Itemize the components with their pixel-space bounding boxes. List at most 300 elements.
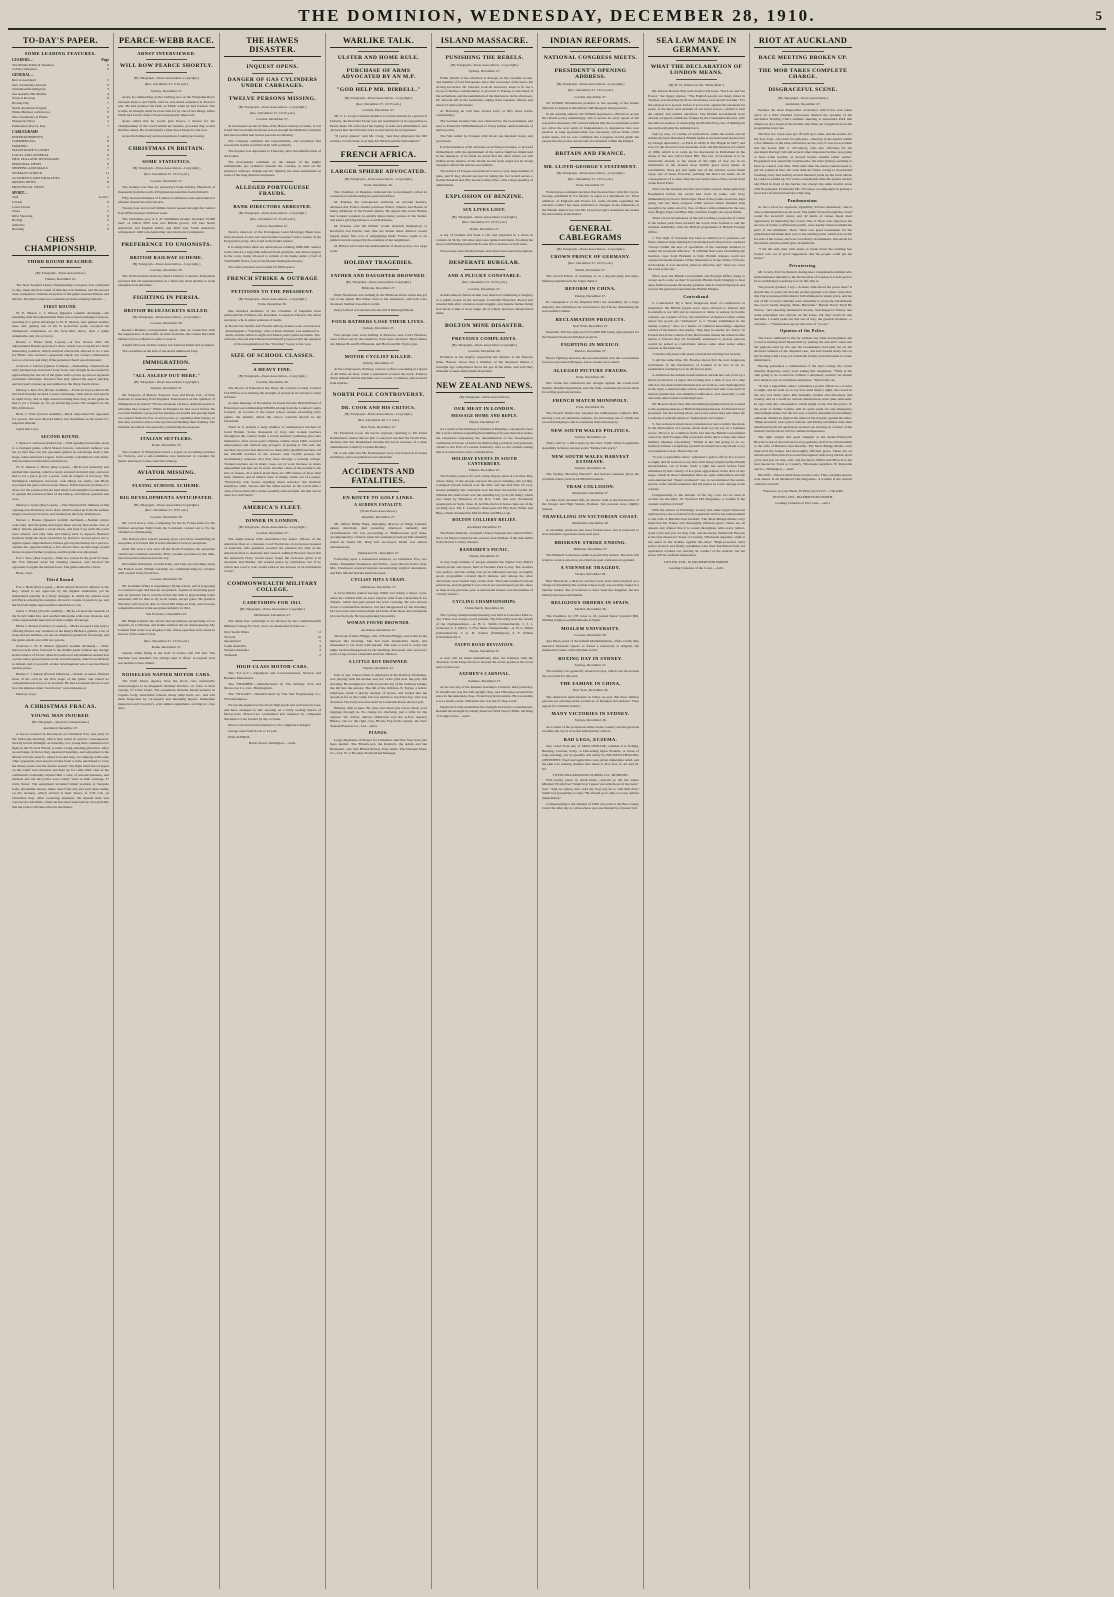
- divider-rule: [252, 501, 293, 502]
- contents-entry-page: 6 and 7: [98, 195, 109, 200]
- dateline: London, December 26.: [256, 379, 289, 384]
- sub-headline-minor: ARNST INTERVIEWED.: [137, 51, 196, 57]
- article-paragraph: Full twenty years, in small instit.—Untold ye tell me where Minister I'll am liver? Small boy: I guess 'ere at the hotel of the beau." Just: "And, he glares, how sold my boy) say he to visit him may? Small boy (preparing to run): "He should go to aim a or sore, deliver immediately.": [542, 777, 639, 800]
- sub-headline-minor: HIGH-CLASS MOTOR-CARS.: [236, 664, 309, 670]
- sub-headline: AVIATOR MISSING.: [137, 470, 196, 477]
- article-paragraph: Five people who were bathing at Moscow, near Carl's Harbour, were carried out by the undertow. Four were drowned. Their names are: Misses H. and B. M'Kenzie, and Hard; and Mr. Taylor, jun.: [330, 332, 427, 346]
- divider-rule: [146, 59, 187, 60]
- sub-headline-minor: RELIGIOUS ORDERS IN SPAIN.: [551, 600, 630, 606]
- dateline: San Francisco, December 23.: [145, 612, 188, 617]
- article-paragraph: Mrs. Paine has withdrawn her charges against the Cluni-court dealers, Dunthe Neglaletpiz, best the Stale continues the prosecution for selling spurious pictures.: [542, 381, 639, 395]
- sub-headline: PURCHASE OF ARMS ADVOCATED BY AN M.P.: [341, 68, 416, 81]
- story-subhead: TAUPO ROAD DEVIATION.: [454, 641, 515, 647]
- contents-entry-page: 6: [107, 152, 109, 157]
- sub-headline-minor: PETITIONS TO THE PRESIDENT.: [231, 289, 314, 295]
- story-subhead: BOLTON COLLIERY RELIEF.: [452, 517, 517, 523]
- sub-headline-minor: SOME LEADING FEATURES.: [24, 51, 97, 57]
- article-paragraph: Arnst, in commenting on the sculling race on the Wanganui River between Pearce and Webb, said he was much surprised at Pearce's win. He had planned his faith on Webb when he had backed. The sculler, he thought, must be overcome for by one of two things, either Webb had lost his dash or Pearce had greatly improved.: [118, 95, 215, 118]
- byline: (By Telegraph—Press Association—Copyright.): [238, 104, 307, 109]
- divider-rule: [252, 285, 293, 286]
- article-paragraph: A fight followed, and the cruiser lost fourteen killed and wounded.: [122, 342, 215, 347]
- contents-entry-label: South Australia: [224, 643, 246, 648]
- article-paragraph: Beck, a bye.: [16, 570, 34, 575]
- article-paragraph: That was the moment that the real trouble started. Julius pulled up Prophesied before his recent had cross in ranks, and Grey immediately lay had to find longer. Most of the ponies, however, kept going, but two more stopped, while several others finished long enough to be quite out of it. Two of those cobbs remained in the race were Happy Topic and Blue Vale, and they fought out a great finish.: [648, 187, 745, 215]
- divider-rule: [570, 64, 611, 65]
- dateline: Vienna, December 26.: [574, 572, 607, 577]
- sub-headline: AMERICA'S FLEET.: [242, 504, 303, 511]
- dateline: Madrid, December 26.: [574, 607, 607, 612]
- article-paragraph: There are inconveniences of the extraordinary proposals of which is the inches such lines invaded the world wide formed to sail the German Admiralty with the British programme of British Foreign Office.: [648, 216, 745, 234]
- sub-headline-minor: THE FAMINE IN CHINA.: [559, 681, 621, 687]
- divider-rule: [464, 256, 505, 257]
- article-paragraph: The holiday passed off well, being largely spent at Caroline Bay, where many of the people enjoyed the good camping and cycling. Campbell (North Island) won the mile and the half mile fat race, Gorner jumping also. Gillespie won the most successful cyclist. M. Wikinis the chief event was the standing log cycle (20 mile), which was taken by Patterson of the N.Z. Club, and was. Yeomanns steeplejack, in Swin, State. D. Griffin, the local horse came out of the exciting race. Mr. L. Lindsay's three-year-old filly Red, Wishs and Blue, which obtained the Timaru Plate and Blue, Cup.: [436, 474, 533, 515]
- divider-rule: [146, 155, 187, 156]
- dateline: Mexico, December 27.: [574, 349, 607, 354]
- article-paragraph: At the inquest on the victims of the Hawes railway accident, it was stated that ten deaths had been traced, though the Midland Company had been notified that twelve persons are missing.: [224, 123, 321, 137]
- article-paragraph: As a result of the meeting of farmers at Hastings, convened to hear Mr. Lovat's address regarding the handling of frozen meat in London, the resolution expressing the determination of the investigation committee in favour of better facilities being provided, was yesterday cabled to the Earl of London Authority, who to-day replied stating that it would receive every consideration.: [436, 426, 533, 454]
- story-subhead: PIANOS.: [369, 730, 388, 736]
- byline: (By Telegraph—Press Association Copyright.): [133, 380, 200, 385]
- divider-rule: [252, 577, 293, 578]
- article-paragraph: The Builders' Labourers strike is practically settled. The men will return to work to-morrow, provided an open conference is granted.: [542, 553, 639, 562]
- article-paragraph: The Siar sailed for Ponape with about one hundred troops and provisions.: [436, 134, 533, 143]
- article-paragraph: Grierson v. W. E. Mason (Queen's Gambit declined).— Well-known tracks were followed to the middle game without any change in the balance of forces. Mason's position at adjournment seemed less a pawn with a passed pawn on the seventh square, which was difficult to defend, and it soon fell. A later development was to secure Mason another pawn.: [12, 643, 109, 671]
- sub-headline-minor: MOTOR CYCLIST KILLED.: [344, 353, 413, 359]
- article-paragraph: Dr. Frederick Cook, the Arctic explorer, referring to Mr. Knud Rasmussen's denial that he (Dr. Cook) had reached the North Pole, declares that Mr. Rasmussen became his escort because of a male administered to him by Captain Bradley.: [330, 431, 427, 449]
- byline: (By Telegraph—Press Association—Copyright.): [344, 412, 413, 417]
- article-paragraph: The protest granted, I say—A mass. Talk about the peace here? It should like to point out that the protest granted was under objection, that I have repressed this district in Parliament for many years, and the rest of Mr. Lowry's remarks were inaudible to everyone but himself, the crowd loudly singing "Rule, Britannia." Britain Never Shall Be Slaves," and shouting themselves hoarse. Sub-Inspector Emery and some policemen saw arrived on the scene, but they could be one machine. I would point out that out of way, the greatest moment—a vexation—" Tremendous uproar and cries of "Go on.": [754, 285, 852, 326]
- article-paragraph: The "STUART"—Manufactured by The Star Engineering Co., Wolverhampton.: [224, 692, 321, 701]
- article-paragraph: Ethel Nicholson was bathing in the Brisbane River when she got out of her depth. Her father went to her assistance, and both were drowned. Neither was able to swim.: [330, 292, 427, 306]
- contents-entry-page: 5: [107, 78, 109, 83]
- story-subhead: CYCLING CHAMPIONSHIPS.: [452, 598, 517, 604]
- contents-entry[interactable]: [12, 124, 109, 129]
- article-paragraph: Sir William Wedderburn presided at the opening of the Indian National Congress at Allahabad, 568 delegates being present.: [542, 101, 639, 110]
- contents-entry-label: PROVINCIAL NEWS: [12, 184, 44, 189]
- article-paragraph: President Taft has approved of £4,000,000 being appropriated for the Western States reclamation projects.: [542, 330, 639, 339]
- article-paragraph: The weather was fine for yesterday's bank holiday. Hundreds of thousands from the north of England attended the football match.: [118, 184, 215, 194]
- dateline: (Rec. December 27, 10.55 p.m.): [568, 261, 613, 266]
- divider-rule: [252, 660, 293, 661]
- divider-rule: [146, 72, 187, 73]
- article-paragraph: The newspapers comment on the danger of the highly inflammable gas cylinders beneath the coaches, as used on the principal railways, though electric lighting has been substituted on some of the long-distance expresses.: [224, 159, 321, 178]
- byline: (By H. W. Wilson, in the "Daily Mail."): [668, 83, 725, 88]
- article-paragraph: Paul of age, whose father is employed at the Railway Workshop, was playing with his mother and two older girls near the jetty this morning. He attempted to walk across the log of the tramway bridge, but fell into the estuary. The fall of the children, E. Taylor, a fellow employee, made a plucky attempt of rescue, and waded into the stream as far as she could, but was unable to reach the boy, who was drowned. The body was recovered by Constable Kerse about 2 p.m.: [330, 672, 427, 704]
- sub-headline-minor: DINNER IN LONDON.: [245, 517, 300, 523]
- advert-tagline: DUSTIN, LTD., 81 PALMERSTON NORTH.: [664, 559, 729, 564]
- contents-entry-label: MAGISTRATE'S COURT: [12, 148, 50, 153]
- section-headline: THE HAWES DISASTER.: [224, 36, 321, 57]
- section-headline: PEARCE-WEBB RACE.: [118, 36, 215, 48]
- news-column: [114, 33, 220, 1589]
- contents-entry-page: 11: [105, 170, 109, 175]
- sub-headline: RACE MEETING BROKEN UP.: [758, 55, 848, 62]
- article-paragraph: The "HUMBER"—Manufactured by The Wolsley Tool and Motor-Car Co., Ltd., Birmingham.: [224, 681, 321, 691]
- section-headline: GENERAL CABLEGRAMS: [542, 224, 639, 245]
- dateline: Oakluna, December 27.: [467, 678, 502, 683]
- dateline: Napier, December 27.: [363, 666, 394, 671]
- article-paragraph: Mr. Hugh Latham, the aviator and sportsman, aeroplaning at Los Angeles, in California, and flanks while in the air. Subsequently, Mr. Latham flied at the Los Angeles Club, where speeches were made in honour of the aviator's feat.: [118, 618, 215, 637]
- article-paragraph: Grierson v. Davies (Queen Counter).—Interesting complications early intrigued up Grierson's bone front, and, though he succeeded in approaching the use all of the game with a pawn up and an apparent positional advantage, Davies's fine play altered the aspect quickly, and last year's runner-up succumbed on the thirty-fourth move.: [12, 363, 109, 386]
- sub-headline-minor: MR. LLOYD-GEORGE'S STATEMENT.: [543, 163, 638, 169]
- article-paragraph: A cable message of November 24 stated that the British Board of Education was withholding £68,000 arising from the London County Council, on account of the board school classes exceeding sixty pupils, the number which the school councils should be the maximum.: [224, 401, 321, 424]
- sub-headline: EXPLOSION OF BENZINE.: [445, 194, 524, 201]
- article-paragraph: The casualties on the side of the Arabs numbered forty.: [122, 348, 199, 353]
- dateline: London, December 27.: [574, 94, 607, 99]
- article-paragraph: The North-Eastern Railway Men's District Council's Federation resolved that all organised men on a fixed day shall decline to work alongside non-unionists.: [118, 274, 215, 288]
- divider-rule: [570, 160, 611, 161]
- byline: (By Telegraph—Press Association—Copyright.): [344, 177, 413, 182]
- contents-entry-label: Rifle Shooting: [12, 213, 33, 218]
- sub-headline: NORTH POLE CONTROVERSY.: [332, 392, 425, 399]
- sub-headline-minor: YOUNG MAN INJURED.: [30, 712, 91, 718]
- article-paragraph: There is at present a large number of unemployed teachers in Great Britain. Some thousands of boys and women teachers throughout the country begin a recent teachers' gathering gave that themselves, after seven years' training costing about £900, received employment and without any prospect of getting it. The evil, the teachers say, is not that there are too many fully qualified teachers. Of the 160,000 teachers in the schools only 51,000 possess the documentary evidence that they have through a training college. Trained teachers are in many cases out of work because so many unqualified teachers are in work. Another cause of the trouble is the size of classes. In London alone there are 208 classes of more than sixty children, and in similar state of things obtain out of London. "Everybody who leaves anything about schools," the teachers' manifesto adds, "knows that the allied teacher in the world with a class of more than sixty cannot possibly educate them. All that can be done is to drill them.": [224, 425, 321, 498]
- contents-entry-label: Turf: [12, 195, 19, 200]
- sub-headline-minor: NOISELESS NAPIER MOTOR CARS.: [121, 672, 212, 678]
- article-paragraph: "It was a regrettable other," remarked a police officer in a scooter to-night, and he went on to say that, until many's night and the British newsfarmless out of hand. Such a right has never before been submitted by this country. It is a great aggravation of the laws of any eager, which in those Gentlemen must are quite undreamed. and the even-unexpected "fluent professed" was in reconsidered the steam-service order and his unjustice and his justice in a sole outrage at the country.: [648, 455, 745, 491]
- article-paragraph: Dr. Cook adds that Mr. Rasmussen's story was based on fictional testimony, and was gathered at second-hand.: [330, 450, 427, 460]
- dateline: Sydney, December 27.: [468, 69, 501, 74]
- contents-entry-page: 2: [107, 134, 109, 139]
- dateline: Sydney, December 27.: [150, 88, 183, 93]
- news-column: [326, 33, 432, 1589]
- byline: (By Telegraph—Press Association Copyright.): [451, 214, 518, 219]
- article-paragraph: The first two races were got off well up to time, and the starters for the Troy Cup—six event for gallopers—lined up at the barrier within a few minutes of the time advertised on the card. It was soon evident that the starter (Mr. C. O'Connor), who also officiates for the Auckland Racing Club and several other important bodies, was going to have some trouble, as several horses seemed rather restive. Prophesied was especially troublesome, his rider (Julius) seeming to have no control over him. Time after time the starter endeavoured to get the ponies in line, but each time he failed, owing to Prophesied breaking away and bolting several hundred yards up the track before he could be pulled up. For some considerable time the ponies backed and filled in front of the barrier, but always the same trouble arose with Prophesied. Eventually Mr. O'Connor accompanied in getting a level start off the field and the white flag.: [754, 132, 852, 196]
- sub-headline: DESPERATE BURGLAR.: [448, 260, 521, 267]
- dateline: London, December 26.: [150, 321, 183, 326]
- sub-headline-minor: OUR MEAT IN LONDON.: [453, 406, 516, 412]
- dateline: Brisbane, December 27.: [361, 286, 396, 291]
- news-column: [750, 33, 856, 1589]
- contents-entry-label: Sea Assaults His Mother: [12, 91, 47, 96]
- divider-rule: [146, 356, 187, 357]
- article-paragraph: "It was a regrettable other," remarked a police officer in a scooter to-night, and he went on to say that, until many's night, the crowd in the city was fairly quiet. But naturally restless and disorderly and orderly, and as a result no serious disturbances were quite unlooked. In caps with any consequence which might occur, but the police, in the event of further trouble, will be quite ready for any emergency which might ensue, but the riot was a wholly unequalled and unlikely outbreak. Should be right at the outlet of the trouble, against the other: "High-powered; extra police arrived, and finally resembles were then distributed from old appliances worked out, leaving on conduct of the interest; but the move will be confined temperance.: [754, 383, 852, 434]
- divider-rule: [146, 291, 187, 292]
- contents-entry-page: 6: [107, 62, 109, 67]
- sub-headline-minor: CADETSHIPS FOR 1911.: [242, 599, 303, 605]
- contents-entry-label: NEW ZEALAND TELEGRAMS: [12, 157, 60, 162]
- article-paragraph: Gyles v. Hicks (Scotch Gambit).—Hicks escaped the hazards of the Scotch blind fire, and reached mid-game with even chances, and at the adjournment here had secured a slight advantage.: [12, 608, 109, 623]
- dateline: Lisbon, December 27.: [256, 223, 289, 228]
- divider-rule: [252, 272, 293, 273]
- divider-rule: [464, 332, 505, 333]
- dateline: Auckland, December 27.: [43, 725, 78, 730]
- article-paragraph: W. E. Mason v. Hicks (Ruy Lopez).—Hicks led evidently and studied this opening, which is rarely adopted in match play, and soon had to let a piece go for a pawn, with an exigent of recovery. The Wellington champion, however, took things too easily, and Hicks recovered his piece and an even chance. Hicks had fair promise of a draw, but the position did not lend itself to the knight's eccentricities, so against the restricted field of the bishop, and Mason queened and won.: [12, 465, 109, 501]
- divider-rule: [252, 92, 293, 93]
- divider-rule: [146, 251, 187, 252]
- divider-rule: [464, 51, 505, 52]
- byline: (By Telegraph—Press Association—Copyright.): [238, 211, 307, 216]
- section-headline: ISLAND MASSACRE.: [436, 36, 533, 48]
- contents-entry-label: Athletics: [12, 222, 25, 227]
- sub-headline-minor: BANK DIRECTORS ARRESTED.: [233, 204, 312, 210]
- story-subhead: A LITTLE BOY DROWNED.: [348, 658, 409, 664]
- article-paragraph: A cable from declined tiffs on electric tram at the intersection of the Chapel and High Streets, Prahran. Ten persons were slightly injured.: [542, 497, 639, 511]
- article-paragraph: The inquest was adjourned to Thursday, after the identification of the bodies.: [224, 149, 321, 158]
- article-paragraph: M. Etienne said the British would entrench themselves at Kordofan and Darfur, and, like the Sudan these districts would supply many fine cost of subjugating them. France ought to be guided and encouraged by the example of her neighbours.: [330, 224, 427, 243]
- sub-headline-minor: BRISBANE STRIKE ENDING.: [554, 539, 627, 545]
- contents-entry-page: 8: [107, 96, 109, 101]
- sub-headline: PREFERENCE TO UNIONISTS.: [121, 241, 212, 248]
- dateline: New York, December 27.: [572, 323, 609, 328]
- divider-rule: [146, 142, 187, 143]
- contents-entry-label: COMMERCIAL: [12, 139, 36, 144]
- article-paragraph: Cinelli, while flying at the Golf of Genoa, fell 150 feet. The machine was smashed, but airbags kept it afloat. A torpedo boat rescued the aviator unhurt.: [118, 651, 215, 665]
- contents-entry-page: 9: [107, 114, 109, 119]
- advert-tagline: "Thoulose on your Heart, Ye Brew pool Tru!"—The Palls.: [762, 488, 844, 493]
- contents-entry-page: 5: [107, 157, 109, 162]
- dateline: Sydney, December 27.: [574, 662, 607, 667]
- byline: (By Telegraph—Press Association—Copyright.): [344, 95, 413, 100]
- contents-entry-page: 6: [107, 213, 109, 218]
- dateline: (Rec. December 27, 10.55 p.m.): [356, 101, 401, 106]
- contents-group-label: GENERAL—: [12, 73, 34, 78]
- dateline: Sydney, December 27.: [362, 360, 395, 365]
- article-paragraph: Dunlop v. Gyles (Ruy Lopez).—The characteristic dullness of this opening was disturbed, and a draw which looked up from the earliest stages was always in view, and resulted on the forty-sixth move.: [12, 502, 109, 517]
- article-paragraph: His Wife—What trouble those scenics were. They certainly need to look ahead. Is all Mendlord Old Magazine—I wonder if the custom could be revived?: [754, 472, 852, 486]
- dateline: New York, December 27.: [360, 424, 397, 429]
- dateline: Auckland, December 27.: [361, 627, 396, 632]
- article-paragraph: M. Etienne, the well-known authority on colonial matters, declared that France should purchase Wadai, Tibesti, and Borku as being definitely in the French sphere. He argued that Great Britain had worked wonders in equally improvising centres of the Sudan, and paid a glowing tribute to Lord Kitchener.: [330, 200, 427, 223]
- article-paragraph: Garage open from 8 a.m. to 10 p.m.: [228, 728, 278, 733]
- dateline: Sydney, December 27.: [150, 386, 183, 391]
- contents-entry-page: 3: [319, 648, 321, 653]
- article-paragraph: "I am the only man with assets to break the existing Sea Grands.: [652, 352, 741, 357]
- sub-headline: FRENCH STRIKE & OUTRAGE: [226, 276, 319, 283]
- divider-rule: [146, 466, 187, 467]
- divider-rule: [358, 256, 399, 257]
- article-paragraph: Herr Bertoncet, a director, and her lover, have been arrested on a charge of murdering the woman whose body was recently found in a laundry basket. She is believed to have been her daughter, but her identity has been established.: [542, 578, 639, 597]
- dateline: Sydney, December 24.: [574, 465, 607, 470]
- contents-entry-page: 4: [107, 148, 109, 153]
- divider-rule: [146, 668, 187, 669]
- contents-entry-page: 5: [107, 209, 109, 214]
- dateline: London, December 26.: [150, 514, 183, 519]
- article-paragraph: The Anglo-Saxon Club entertained the senior officers of the American fleet at a banquet. Lord Northcote, ex-Governor-General of Australia, who presided, recalled the pleasure the visit of the American fleet to Australia had caused. Admiral Howard stated that the American Navy would never forget the welcome given it in Australia and Britain. All wanted peace by arbitration, but if no action had a navy, who would enforce the decrees of an Arbitration Court?: [224, 537, 321, 574]
- byline: (By Telegraph—Press Association.): [459, 394, 510, 399]
- contents-group-label: SPORT—: [12, 190, 28, 195]
- byline: (By Telegraph—Press Association—Copyright.): [132, 261, 201, 266]
- contents-entry[interactable]: [12, 185, 109, 190]
- article-paragraph: "I am the only man with assets to break down the existing Sea Grand, was out of good suggestion, that the people could get the starter.": [754, 247, 852, 261]
- byline: (By Telegraph—Press Association—Copyright.): [556, 82, 625, 87]
- sub-headline-minor: ALLEGED PICTURE FRAUDS.: [553, 367, 628, 373]
- article-paragraph: Holiday time is here. Be wise and when you travel check your baggage through us. No charge for checking, just a trifle for the express. We collect, deliver. Otherwise was the A.N.Z. Agency Hindoo cab for the right crop, Blacks Fog from outside, the New Zealand Express Co., Ltd.—Advt.: [330, 705, 427, 728]
- article-paragraph: Reuter's Bushire correspondent reports that, in connection with the suppression of the traffic in arms in Persia, the cruiser Hyacinth landed a force at Durbar to effect a search.: [118, 327, 215, 341]
- sub-headline-minor: "ALL ASLEEP OUT HERE.": [132, 373, 201, 379]
- article-paragraph: It is the intention of Dr. Oswald, on arriving at Ponape, to proceed immediately with the punishment of the native fugitives implicated in the massacre. If he finds an arrest that the other rebels are still hidden in the interior of the island, he has been urged not be strong enough to afford the natives successfully.: [436, 145, 533, 168]
- contents-entry-page: 4: [319, 643, 321, 648]
- dateline: Brisbane, December 27.: [573, 546, 608, 551]
- dateline: London, December 26.: [150, 267, 183, 272]
- dateline: Paris, December 26.: [364, 183, 393, 188]
- divider-rule: [40, 267, 81, 268]
- byline: (By Telegraph—Press Association—Copyright.): [132, 166, 201, 171]
- article-paragraph: The Chamber of Deputies endorsed the Government's action in connection with the rising in equatorial Africa.: [330, 189, 427, 199]
- sub-headline: HOLIDAY TRAGEDIES.: [344, 260, 413, 267]
- divider-rule: [146, 432, 187, 433]
- page-number: 5: [1095, 8, 1102, 23]
- article-paragraph: The New Zealand Chess Championship Congress was continued to-day, when the first round of matches was finished, and the second draw completed, with the exception of the game between Barnes and Davies. The third round was commenced in the evening. Details:—: [12, 283, 109, 301]
- article-paragraph: Twelve directors of the Portuguese Land Mortgage Bank have been arrested, as also has been Senhor Lorenzo Castro, leader of the Progressive party, who acted as the bank's trustee.: [224, 230, 321, 244]
- sub-headline: COMMONWEALTH MILITARY COLLEGE.: [227, 580, 318, 593]
- article-paragraph: Mr. Bowles shows how this astonishing regulation may be worked to the openness impose of British shipping interests. So Edward Grey protested, but did nothing more, and every action may and make the Conference with the desire to "maintain its own rights.": [648, 402, 745, 420]
- section-headline: INDIAN REFORMS.: [542, 36, 639, 48]
- divider-rule: [464, 377, 505, 378]
- contents-entry-label: Boxing Day: [12, 101, 30, 106]
- dateline: Auckland, December 27.: [467, 524, 502, 529]
- byline: (From Press Association.): [360, 509, 397, 514]
- sub-headline-minor: BAD LEGS, ECZEMA.: [563, 737, 618, 742]
- dateline: Peking, December 27.: [574, 293, 607, 298]
- dateline: (Rec. December 27, 10.55 p.m.): [568, 88, 613, 93]
- article-paragraph: Mr. Gibson Bowles may well credit to his book, "Sea Law and Sea Power," the happy phrase, "The English people are many times in Treaties over-matched by those whom they over-match in Arms." For his purpose is to protest, before it is too late, against the surrender by treaty of the most vital element of our naval power—ability to hurt the enemy and defend ourselves. The British Government have already accepted conditions, framed by the Continental Powers, with the aim not, indeed, of destroying the British Navy, but of limiting its use and paralysing the striking force.: [648, 89, 745, 130]
- sub-headline: "GOD HELP MR. BIRRELL.": [336, 87, 421, 94]
- story-subhead: Contraband.: [683, 293, 710, 299]
- divider-rule: [358, 269, 399, 270]
- contents-entry-label: Tasmania: [224, 652, 238, 657]
- story-subhead: A SUDDEN FATALITY.: [354, 502, 403, 508]
- sub-headline: SIZE OF SCHOOL CLASSES.: [230, 353, 315, 360]
- contents-entry-label: Prime Minister on Rotorua: [12, 110, 50, 115]
- divider-rule: [464, 319, 505, 320]
- dateline: (Rec. December 27, 10.45 p.m.): [250, 217, 295, 222]
- contents-entry-label: Palmerston Day by Day: [12, 123, 46, 128]
- contents-entry-label: ACCIDENTS AND FATALITIES: [12, 175, 60, 180]
- article-paragraph: The Prime Minister, on behalf of New Zealand, has cabled £500 to the Lord Mayor's fund for the widows and children of the men killed in the Bolton Colliery disaster.: [436, 531, 533, 545]
- divider-rule: [252, 596, 293, 597]
- article-paragraph: In consequence of the Imperial Edict the Assembly, by a large majority, has withdrawn its resolution to the Throne demanding the responsible Cabinet.: [542, 299, 639, 314]
- article-paragraph: The German steamer Siar was chartered by the Government, and sent to Frederick Wilhelmshaven to bring further reinforcements of native police.: [436, 119, 533, 133]
- divider-rule: [252, 200, 293, 201]
- dateline: (Rec. December 27, 10.55 p.m.): [250, 110, 295, 115]
- contents-entry[interactable]: [224, 653, 321, 658]
- sub-headline: CHRISTMAS IN BRITAIN.: [128, 145, 205, 152]
- dateline: London, December 27.: [468, 286, 501, 291]
- article-paragraph: Evidence at the inquiry respecting the disaster at the Pretoria mine, Bolton, shows that a member of the deceased miners a fortnight ago complained about the gas in the mine, and said they intended to seek employment elsewhere.: [436, 355, 533, 374]
- article-paragraph: J. Mason v. Grierson (Zukertort).—This opening favourable, leads to a cramped game, which Mason favours. Grierson's defence was not as best line, but his opponent gained no advantage until a late stage, when Grierson's regent, in his earlier contributed to his debut, which resulted on the thirty-ninth move.: [12, 441, 109, 464]
- sub-headline: NATIONAL CONGRESS MEETS.: [543, 55, 638, 62]
- contents-entry-page: 5: [319, 639, 321, 644]
- sub-headline-minor: FIGHTING IN MEXICO.: [560, 342, 621, 348]
- dateline: London, December 27.: [256, 530, 289, 535]
- article-paragraph: Hicks v. Davies (Giuboco Counter).—Hicks escaped a big task to offering Davies any variation of the King's Bishop's gambit, a bit of traps and pet abilities, yet the ex-champion gained an advantage, and the game stands over with two pawns.: [12, 624, 109, 642]
- article-paragraph: As a result of the prosperous times in the country and the glorious weather, the city is crowded with holiday visitors.: [542, 724, 639, 734]
- contents-entry-page: 6: [107, 200, 109, 205]
- article-paragraph: Six persons were fatally burned, and others were seriously injured.: [440, 248, 533, 253]
- divider-rule: [358, 146, 399, 147]
- article-paragraph: We are the Agents for the above high-grade and well-known Cars, and have arranged to sell, erecting on a fairly trading buyers of Motor-Cars. Motor-Cars overhauled and repaired by competent mechanics. Cars for hire by day or week.: [224, 702, 321, 721]
- divider-rule: [358, 401, 399, 402]
- contents-entry-page: 9: [107, 143, 109, 148]
- contents-entry[interactable]: [12, 67, 109, 72]
- article-paragraph: Aga Khan, head of the Ismaili Mohammedans, offers a bulk time hundred thousand rupees to found a university at Aligarh, the intellectual centre of the Moslem world.: [542, 639, 639, 653]
- contents-entry-label: Boxing: [12, 218, 23, 223]
- article-paragraph: Mr. Sargood, of Messrs. Sargood, Son, and Ewen, Ltd., of New Zealand, is returning from England. Interviewed on the question of immigration, he stated: "We are all asleep out here. Australia needs to advertise like Canada." While in England he had stood before the Colonial Institute a proposal for sending out youths and placing them on colonial farms for five or seven years, to capitalise their labour, so that they would be able to take up land on finishing their training. The institute, he added, was seriously considering the proposal.: [118, 392, 215, 429]
- article-paragraph: Fox v. Beck (Ruy Lopez).—Beck played Steever's defence to the Ruy, which is not approved by the highest authorities, yet he maintained equality in a lively struggle, in which the queens soon fell. Beck, relaxing his energies, allowed a couple of pawns to go, and the Norfolk rights representative should now win.: [12, 584, 110, 607]
- divider-rule: [358, 463, 399, 464]
- dateline: London, December 27.: [362, 108, 395, 113]
- sub-headline-minor: CROWN PRINCE OF GERMANY.: [550, 254, 631, 260]
- sub-headline-minor: BRITISH BLUEJACKETS KILLED.: [124, 308, 209, 314]
- contents-entry[interactable]: [12, 227, 109, 232]
- article-paragraph: Large shipments of Pianos for Christmas and New Year have just been landed. The Broadwood, the Ronisch, the Adam and the Bechstein—the best British Pianos. Easy terms. The Dresden Piano Co., Ltd., W. J. Brooker, North Island Manager.: [330, 737, 427, 756]
- sub-headline-minor: FATHER AND DAUGHTER DROWNED.: [331, 273, 426, 279]
- contents-entry-label: Bowling: [12, 227, 25, 232]
- byline: (By Telegraph—Press Association Copyright.): [239, 606, 306, 611]
- divider-rule: [252, 181, 293, 182]
- divider-rule: [252, 349, 293, 350]
- sub-headline: BOLTON MINE DISASTER.: [444, 322, 525, 329]
- contents-entry-label: Cricket: [12, 200, 23, 205]
- article-paragraph: The Council of Emigration heard a report on recruiting pressure for Victoria, and a sub-committee was instructed to consider the matter and report to the council in January.: [118, 449, 215, 463]
- article-paragraph: The thirty-four cadetships to be allotted by the Commonwealth Military College for 1911, are to be distributed as follows:—: [224, 619, 321, 628]
- article-paragraph: INGLIS BROS.: [228, 734, 251, 739]
- article-paragraph: Barnes v. Hicks (Ruy Lopez).—A few moves after the adjournment Barnes proposed a draw, which was accepted in a most interesting position, which analysis afterwards showed to be a win for Hicks, who secured a perpetual check, but correct continuation was too obscure and risky if the perpetual check was abandoned.: [12, 339, 109, 362]
- dateline: Sydney, December 22.: [574, 434, 607, 439]
- sub-headline: DANGER OF GAS CYLINDERS UNDER CARRIAGES.: [227, 77, 318, 90]
- sub-headline-minor: EN ROUTE TO GOLF LINKS.: [342, 494, 415, 500]
- contents-entry-label: Trout at Rotorua: [12, 96, 36, 101]
- section-headline: SEA LAW MADE IN GERMANY.: [648, 36, 745, 57]
- article-paragraph: The Oxford pilot reports passing spars and wires resembling an aeroplane. It is feared that it is the remains of Grace's aeroplane.: [118, 536, 215, 546]
- sub-headline: THE MOB TAKES COMPLETE CHARGE.: [758, 68, 848, 81]
- article-paragraph: Heavy fighting between the revolutionaries and the Government forces is reported at Malpaso, but no details are to hand.: [542, 355, 639, 365]
- divider-rule: [782, 64, 824, 65]
- contents-entry-label: Riot at Auckland: [12, 78, 36, 83]
- article-paragraph: The trace continued to slip by without any other development, the crowd screening itself meanwhile by pelting the stewards' stand and the pigeons used by the sun the bookmakers had paid out on the declared winners of the disputed case, and had looked many bits on the Trotting Club's Cup, for which the former event threatens to create disturbance.: [754, 335, 852, 363]
- divider-rule: [570, 51, 611, 52]
- sub-headline-minor: TRAVELLING ON VICTORIAN COAST.: [542, 514, 639, 520]
- story-subhead: Privateering.: [789, 262, 817, 268]
- story-subhead: Opinion of the Police.: [780, 328, 826, 334]
- contents-entry-page: 9: [107, 82, 109, 87]
- article-paragraph: Arnst added that he would give Pearce a chance for the championship of the world within six months, provided they would find the stakes. He would justify a time about Easter for the race.: [118, 119, 215, 133]
- contents-entry-page: 8: [107, 110, 109, 115]
- contents-entry-label: WOMAN'S WORLD: [12, 170, 43, 175]
- article-paragraph: In his opening address, Sir William appealed to officials to accept the reform policy unstintingly, and to secure an early repeal of the repressive measures. He warned Indians that the Government would not allow the new spirit of independence to degenerate into race passion. A long apprenticeship was necessary before India could stand alone, but he was confident the Congress would guide the people into the path to secure self-Government within the Empire.: [542, 111, 639, 144]
- article-paragraph: Davies v. Barnes (Queen's Gambit declined).—Neither player took risks, and the game developed more slowly than in the case of either. Davies pursued a weak attack, and kept it up until the pawn were altered, and only rank and bishop each to support. Barnes's freedom bring the more restrictive by Davies's second pawn cut to eighth square. Impeded here, Davies gave up the bishop for a pawn to capture the opposite bishop a few moves later. At this stage sealed moves stopped further progress, and the game was adjourned.: [12, 518, 109, 554]
- article-paragraph: At Havering he will take aboard forty or fifty more native constabulary.: [436, 108, 533, 118]
- sub-headline: WHAT THE DECLARATION OF LONDON MEANS.: [650, 64, 743, 77]
- article-paragraph: M. Hubert advocated the establishment of desert policy on a large scale.: [330, 244, 427, 253]
- dateline: Rome, December 27.: [151, 644, 182, 649]
- contents-entry-label: Western Australia: [224, 648, 249, 653]
- article-paragraph: French press comment declares that the interview with Mr. Lloyd-George, published in "Le Matin," is equal to a diplomatic act. Their admirers of England and France for some months regarding the currents conduct has been attributed to changes in the intentions of the British democracy, but Mr. Lloyd-George's statement has ended the uncertainty in the matter.: [542, 189, 639, 217]
- sub-headline-minor: NEW SOUTH WALES POLITICS.: [550, 427, 631, 433]
- article-paragraph: Mr. C. C. Craig, Unionist member for South Antrim, in a speech at Lisburn, declared that Ulster was not sentimental as its opposition to Home Rule. He advocated the buying of arms and ammunition, and declared that the Unionist clubs would shortly be reorganised.: [330, 114, 427, 133]
- story-subhead: FIRST ROUND.: [43, 303, 78, 309]
- dateline: Dunedin, December 27.: [361, 515, 396, 520]
- masthead: [8, 6, 1106, 30]
- sub-headline-minor: RECLAMATION PROJECTS.: [555, 316, 626, 322]
- article-paragraph: Step by step, of a series of conferences, while the nation and its Admiralty have blundered. Britain rights at sea have been shorn away by foreign diplomacy—at Paris in 1856; at The Hague in 1907; and now, by the last and worst surrender of all, the Declaration of London of 1909, which is to come up for discussion in Parliament in the shape of the new Naval Prize Bill. The law of blockade is to be drastically altered, to the extent of the right of way are in by substituted to the present most hurtful great naval duties as Goldsmiths; those got and again one of the strictest works break away, one of these, Exertion, pointing the direct six items. At all consequences of so hour after the successful issue of the coastal strait of the Naval Prize.: [648, 131, 745, 186]
- dateline: London, December 26.: [574, 632, 607, 637]
- contents-entry-label: PERSONAL ITEMS: [12, 161, 42, 166]
- article-paragraph: Twenty-four and a half million letters passed through the Central Post Office during Christmas week.: [118, 206, 215, 215]
- story-subhead: WOMAN FOUND DROWNED.: [346, 620, 411, 626]
- divider-rule: [358, 165, 399, 166]
- article-paragraph: Barnes v. J. Mason (French Defence).—Steem, as usual, frittered most of his own in the first stage of the game, and raised no compensation in force or in position. He had seventeen moves to put in to his minutes when "rest moves" were announced.: [12, 672, 109, 690]
- news-column: [8, 33, 114, 1589]
- advert-tagline: Harris Street, Wellington.—Advt.: [248, 741, 297, 746]
- advert-tagline: Leading Cutterers of the Coast.—Advt.: [775, 501, 831, 506]
- byline: (By Telegraph—Press Association Copyright.): [451, 343, 518, 347]
- contents-entry-label: Victoria: [224, 634, 236, 639]
- divider-rule: [676, 79, 717, 80]
- dateline: Napier, December 27.: [469, 554, 500, 559]
- dateline: Timaru, December 27.: [44, 276, 77, 281]
